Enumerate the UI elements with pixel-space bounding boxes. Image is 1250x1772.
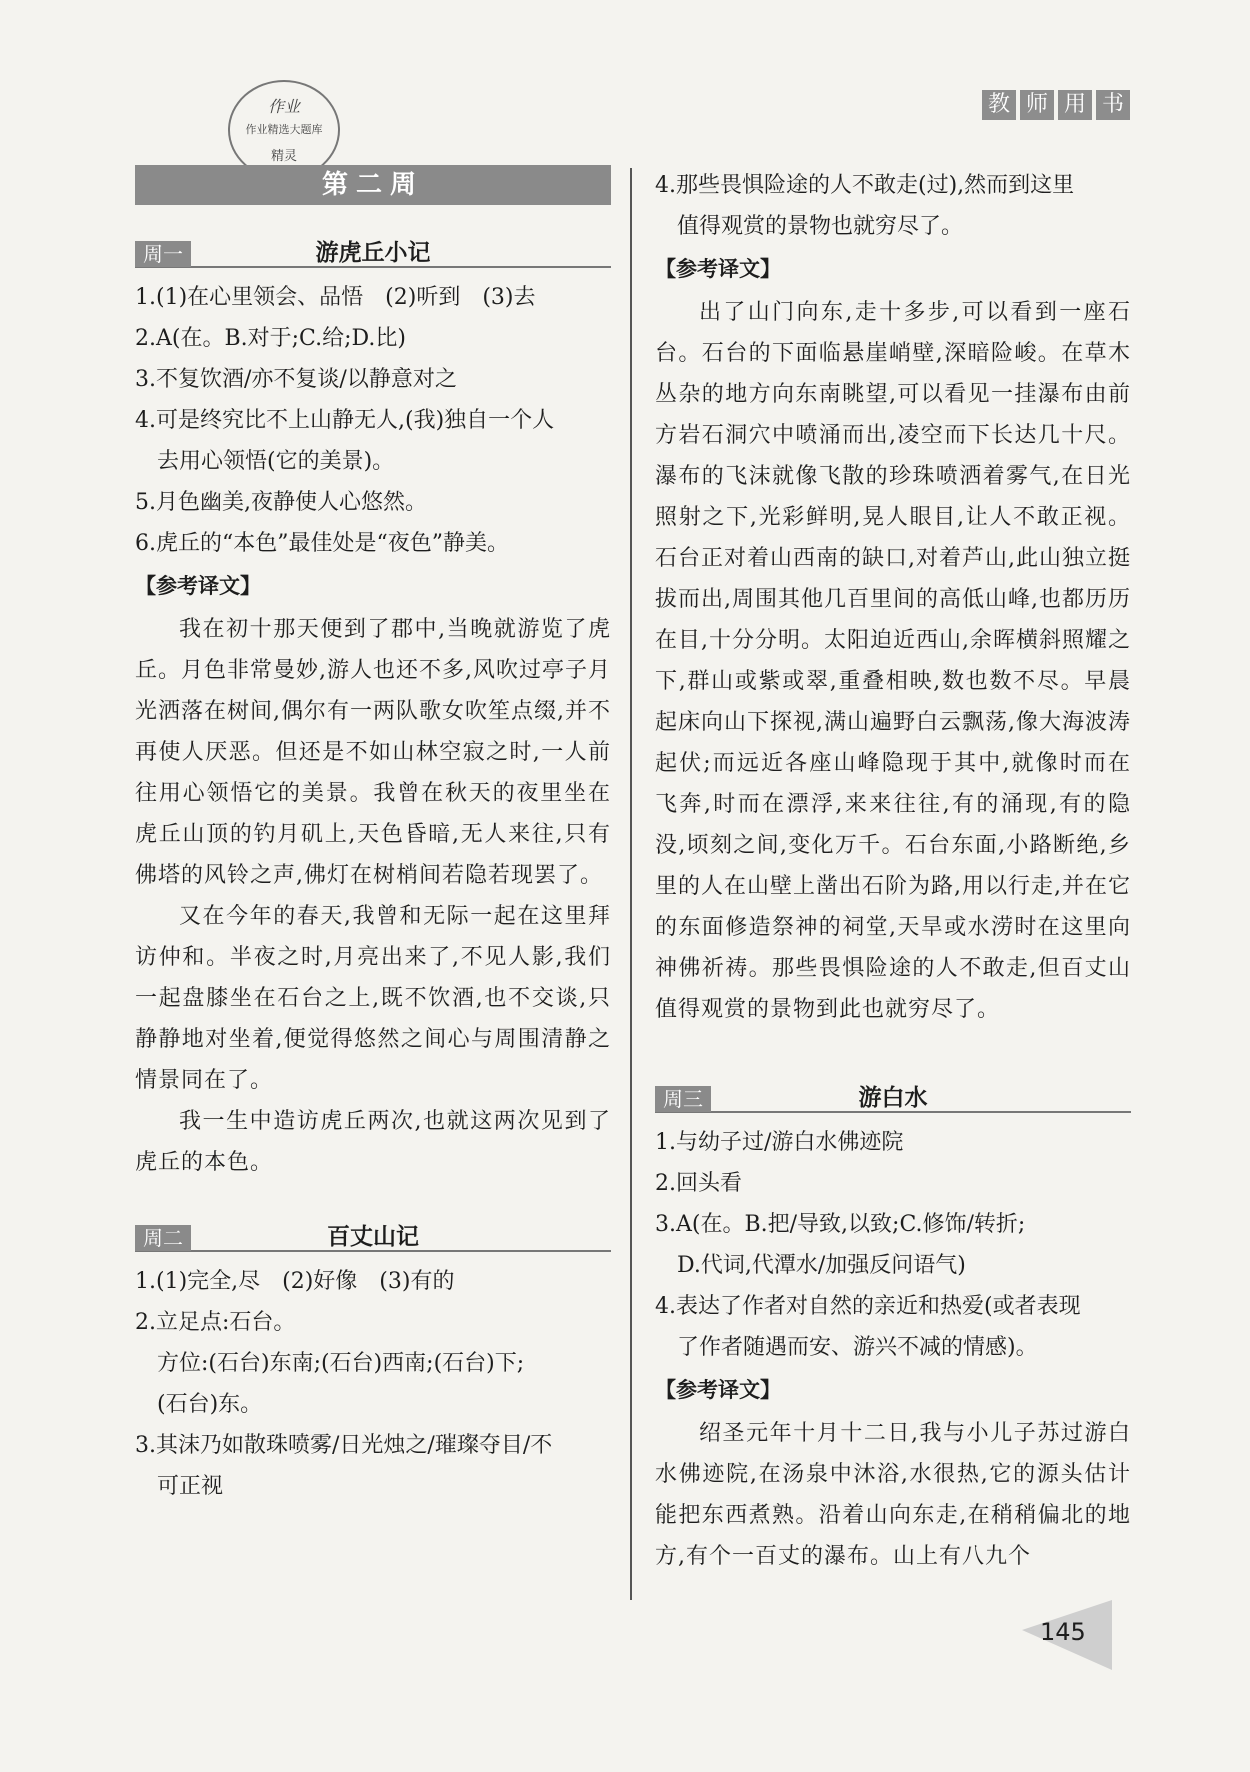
answer-line: 方位:(石台)东南;(石台)西南;(石台)下; bbox=[157, 1351, 525, 1376]
day-tag: 周二 bbox=[135, 1225, 191, 1251]
column-divider bbox=[630, 168, 632, 1600]
section-title: 游白水 bbox=[858, 1084, 928, 1111]
badge-char: 师 bbox=[1020, 90, 1054, 120]
answer-line: 1.(1)在心里领会、品悟 (2)听到 (3)去 bbox=[135, 285, 536, 310]
answer-line: 3.不复饮酒/亦不复谈/以静意对之 bbox=[135, 367, 457, 392]
day-tag: 周三 bbox=[655, 1086, 711, 1112]
answer-line: 5.月色幽美,夜静使人心悠然。 bbox=[135, 490, 427, 515]
answer-line: 3.其沫乃如散珠喷雾/日光烛之/璀璨夺目/不 bbox=[135, 1433, 553, 1458]
answer-line: 6.虎丘的“本色”最佳处是“夜色”静美。 bbox=[135, 531, 509, 556]
stamp-text: 精灵 bbox=[270, 149, 297, 164]
answer-line: 可正视 bbox=[157, 1474, 224, 1499]
answer-line: 1.(1)完全,尽 (2)好像 (3)有的 bbox=[135, 1269, 455, 1294]
day-tag: 周一 bbox=[135, 241, 191, 267]
section-header bbox=[135, 235, 611, 273]
translation-paragraph: 我在初十那天便到了郡中,当晚就游览了虎丘。月色非常曼妙,游人也还不多,风吹过亭子月光洒落在树间,偶尔有一两队歌女吹笙点缀,并不再使人厌恶。但还是不如山林空寂之时,一人前往用心领悟它的美景。我曾在秋天的夜里坐在虎丘山顶的钓月矶上,天色昏暗,无人来往,只有佛塔的风铃之声,佛灯在树梢间若隐若现罢了。 bbox=[135, 617, 611, 888]
translation-paragraph: 我一生中造访虎丘两次,也就这两次见到了虎丘的本色。 bbox=[135, 1109, 611, 1175]
answer-line: 了作者随遇而安、游兴不减的情感)。 bbox=[677, 1335, 1038, 1360]
translation-paragraph: 绍圣元年十月十二日,我与小儿子苏过游白水佛迹院,在汤泉中沐浴,水很热,它的源头估计能把东西煮熟。沿着山向东走,在稍稍偏北的地方,有个一百丈的瀑布。山上有八九个 bbox=[655, 1421, 1131, 1569]
answer-line: (石台)东。 bbox=[157, 1392, 263, 1417]
page-number: 145 bbox=[1040, 1618, 1086, 1646]
answer-line: 2.回头看 bbox=[655, 1171, 742, 1196]
section-title: 百丈山记 bbox=[327, 1223, 419, 1250]
badge-char: 书 bbox=[1096, 90, 1130, 120]
answer-line: 2.立足点:石台。 bbox=[135, 1310, 296, 1335]
badge-char: 教 bbox=[982, 90, 1016, 120]
reference-label: 【参考译文】 bbox=[135, 574, 261, 598]
answer-line: 4.表达了作者对自然的亲近和热爱(或者表现 bbox=[655, 1294, 1081, 1319]
stamp-text: 作业 bbox=[267, 97, 300, 116]
section-title: 游虎丘小记 bbox=[315, 239, 431, 266]
section-header bbox=[655, 1080, 1131, 1118]
badge-char: 用 bbox=[1058, 90, 1092, 120]
answer-line: 4.那些畏惧险途的人不敢走(过),然而到这里 bbox=[655, 173, 1075, 198]
reference-label: 【参考译文】 bbox=[655, 257, 781, 281]
teacher-book-badge bbox=[978, 90, 1130, 120]
section-header bbox=[135, 1219, 611, 1257]
week-title: 第二周 bbox=[135, 165, 611, 205]
stamp-text: 作业精选大题库 bbox=[245, 123, 323, 136]
answer-line: 1.与幼子过/游白水佛迹院 bbox=[655, 1130, 904, 1155]
answer-line: 4.可是终究比不上山静无人,(我)独自一个人 bbox=[135, 408, 555, 433]
answer-line: D.代词,代潭水/加强反问语气) bbox=[677, 1253, 966, 1278]
left-column bbox=[135, 165, 611, 1507]
answer-line: 去用心领悟(它的美景)。 bbox=[157, 449, 395, 474]
right-column bbox=[655, 165, 1131, 1577]
answer-line: 3.A(在。B.把/导致,以致;C.修饰/转折; bbox=[655, 1212, 1026, 1237]
translation-paragraph: 出了山门向东,走十多步,可以看到一座石台。石台的下面临悬崖峭壁,深暗险峻。在草木丛杂的地方向东南眺望,可以看见一挂瀑布由前方岩石洞穴中喷涌而出,凌空而下长达几十尺。瀑布的飞沫就像飞散的珍珠喷洒着雾气,在日光照射之下,光彩鲜明,晃人眼目,让人不敢正视。石台正对着山西南的缺口,对着芦山,此山独立挺拔而出,周围其他几百里间的高低山峰,也都历历在目,十分分明。太阳迫近西山,余晖横斜照耀之下,群山或紫或翠,重叠相映,数也数不尽。早晨起床向山下探视,满山遍野白云飘荡,像大海波涛起伏;而远近各座山峰隐现于其中,就像时而在飞奔,时而在漂浮,来来往往,有的涌现,有的隐没,顷刻之间,变化万千。石台东面,小路断绝,乡里的人在山壁上凿出石阶为路,用以行走,并在它的东面修造祭神的祠堂,天旱或水涝时在这里向神佛祈祷。那些畏惧险途的人不敢走,但百丈山值得观赏的景物到此也就穷尽了。 bbox=[655, 300, 1131, 1022]
answer-line: 值得观赏的景物也就穷尽了。 bbox=[677, 214, 964, 239]
reference-label: 【参考译文】 bbox=[655, 1378, 781, 1402]
answer-line: 2.A(在。B.对于;C.给;D.比) bbox=[135, 326, 406, 351]
translation-paragraph: 又在今年的春天,我曾和无际一起在这里拜访仲和。半夜之时,月亮出来了,不见人影,我们一起盘膝坐在石台之上,既不饮酒,也不交谈,只静静地对坐着,便觉得悠然之间心与周围清静之情景同在了。 bbox=[135, 904, 611, 1093]
